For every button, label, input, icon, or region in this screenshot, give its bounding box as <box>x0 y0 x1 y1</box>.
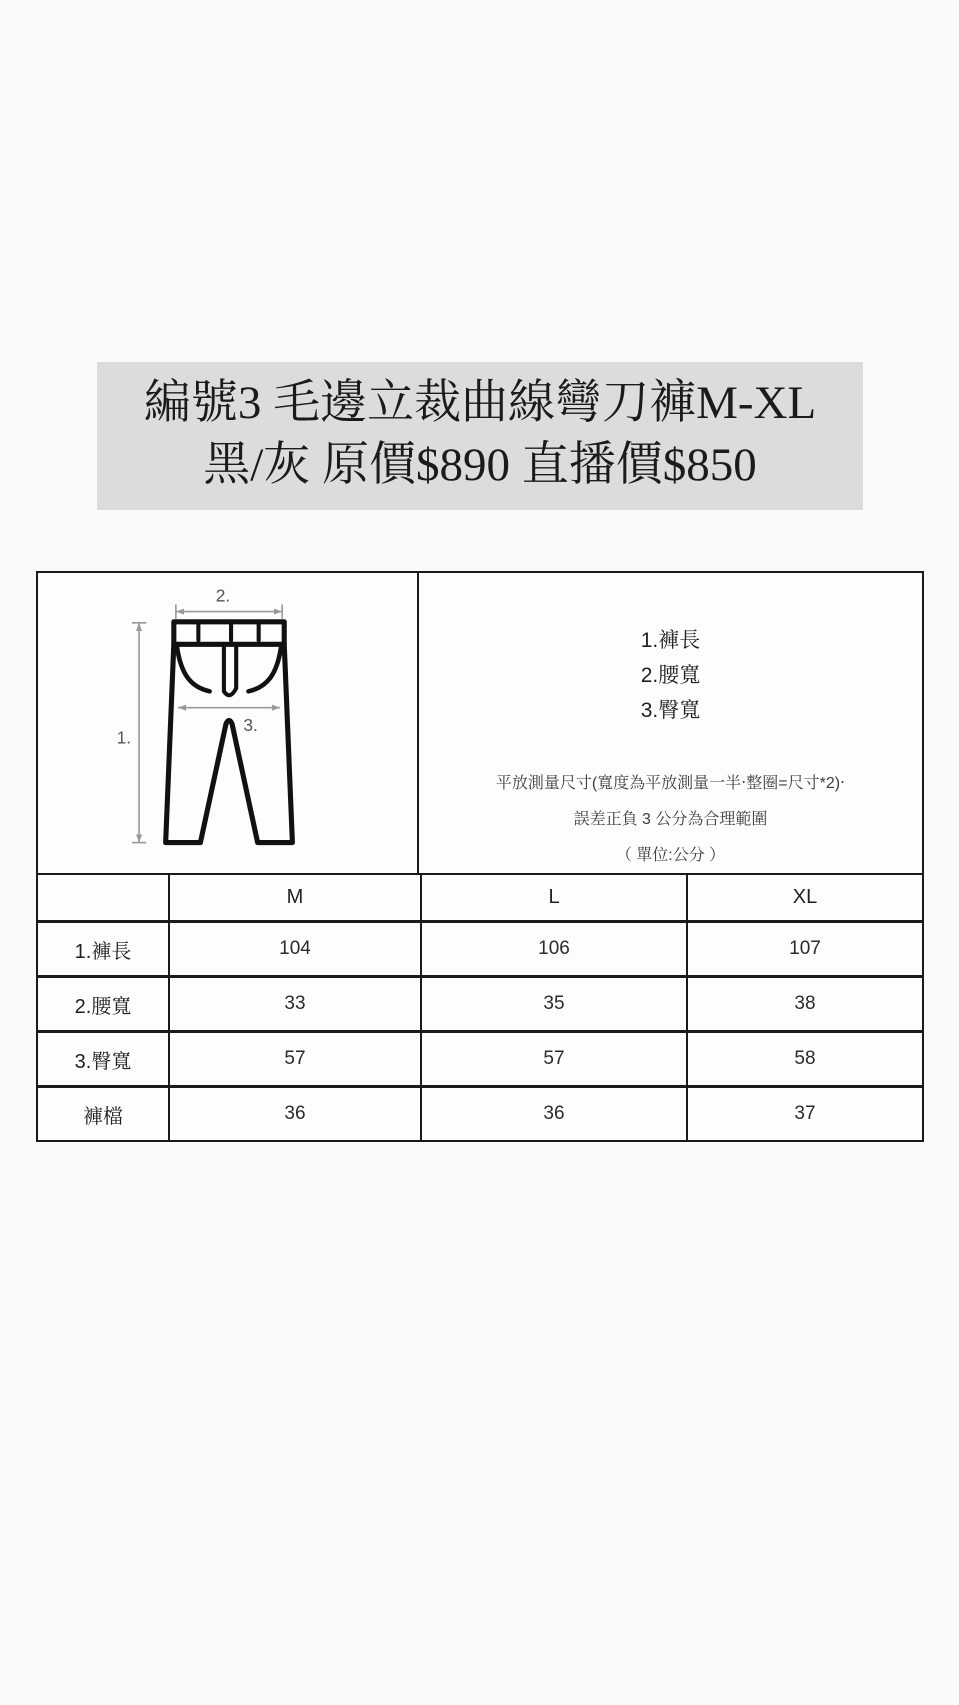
diagram-cell <box>38 573 419 873</box>
legend-item-hip: 3.臀寬 <box>640 699 701 722</box>
cell-hip-xl: 58 <box>686 1033 922 1085</box>
note-line-2: 誤差正負 3 公分為合理範圍 <box>573 811 768 828</box>
pants-diagram <box>99 585 357 861</box>
product-title-line1: 編號3 毛邊立裁曲線彎刀褲M-XL <box>143 377 817 429</box>
legend-item-waist: 2.腰寬 <box>640 664 701 687</box>
row-label-length: 1.褲長 <box>74 940 132 963</box>
size-chart <box>36 571 924 1142</box>
header-cell-m: M <box>168 875 420 920</box>
notes-cell <box>419 573 922 873</box>
cell-hip-m: 57 <box>168 1033 420 1085</box>
cell-waist-m: 33 <box>168 978 420 1030</box>
table-row <box>38 975 922 1030</box>
measurement-notes <box>419 766 922 874</box>
header-cell-xl: XL <box>686 875 922 920</box>
row-label-crotch: 褲檔 <box>83 1105 123 1128</box>
cell-crotch-l: 36 <box>420 1088 686 1140</box>
cell-crotch-m: 36 <box>168 1088 420 1140</box>
header-cell-l: L <box>420 875 686 920</box>
diagram-marker-length: 1. <box>116 727 131 748</box>
row-label-waist: 2.腰寬 <box>74 995 132 1018</box>
legend-item-length: 1.褲長 <box>640 629 701 652</box>
table-row <box>38 1085 922 1140</box>
size-chart-top-section <box>38 573 922 873</box>
cell-hip-l: 57 <box>420 1033 686 1085</box>
cell-length-m: 104 <box>168 923 420 975</box>
diagram-marker-hip: 3. <box>242 715 258 736</box>
note-line-3: （ 單位:公分 ） <box>615 847 726 864</box>
table-row <box>38 1030 922 1085</box>
cell-waist-xl: 38 <box>686 978 922 1030</box>
cell-length-xl: 107 <box>686 923 922 975</box>
header-cell-blank <box>38 875 168 920</box>
note-line-1: 平放測量尺寸(寬度為平放測量一半‧整圈=尺寸*2)‧ <box>495 775 846 792</box>
cell-waist-l: 35 <box>420 978 686 1030</box>
cell-length-l: 106 <box>420 923 686 975</box>
diagram-marker-waist: 2. <box>215 585 230 606</box>
row-label-hip: 3.臀寬 <box>74 1050 132 1073</box>
product-title-line2: 黑/灰 原價$890 直播價$850 <box>203 439 757 491</box>
table-header-row <box>38 873 922 920</box>
cell-crotch-xl: 37 <box>686 1088 922 1140</box>
product-title-banner <box>97 362 863 510</box>
table-row <box>38 920 922 975</box>
